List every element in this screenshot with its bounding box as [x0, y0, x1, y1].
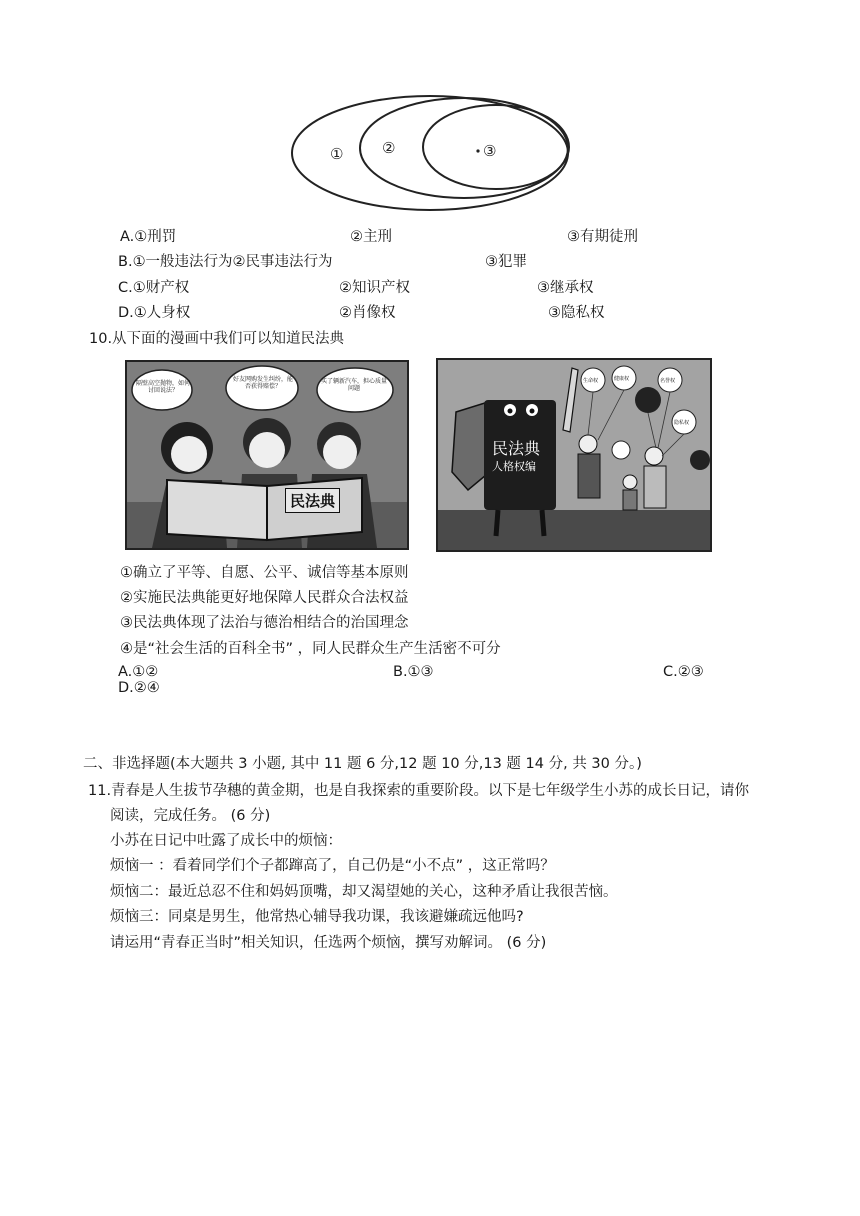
cartoon-left-book-title: 民法典: [285, 488, 340, 513]
q10-statement-3: ③民法典体现了法治与德治相结合的治国理念: [120, 615, 409, 631]
option-item: ①刑罚: [134, 229, 177, 245]
balloon-text: 名誉权: [660, 378, 676, 384]
nested-ellipse-diagram: [290, 95, 580, 223]
balloon-text: 生命权: [583, 378, 599, 384]
q11-stem-line-1: 11.青春是人生拔节孕穗的黄金期，也是自我探索的重要阶段。以下是七年级学生小苏的成长日记，请你: [88, 783, 750, 799]
q10-stem: 10.从下面的漫画中我们可以知道民法典: [89, 331, 345, 347]
diagram-label-1: ①: [330, 145, 344, 163]
option-item: ③有期徒刑: [567, 229, 638, 245]
balloon-text: 健康权: [614, 376, 630, 382]
bubble-text-3: 买了辆新汽车，担心质量问题: [321, 378, 388, 392]
option-item: ①财产权: [132, 280, 190, 296]
q11-task: 请运用“青春正当时”相关知识，任选两个烦恼，撰写劝解词。 (6 分): [110, 935, 547, 951]
q9-option-b: [118, 252, 333, 272]
option-letter: A.: [120, 229, 135, 245]
option-letter: C.: [118, 280, 133, 296]
balloon-text: 隐私权: [674, 420, 690, 426]
option-item: ②肖像权: [339, 305, 396, 321]
diagram-label-3: ③: [483, 142, 497, 160]
option-item: ③继承权: [537, 280, 594, 296]
q11-stem-line-2: 阅读，完成任务。 (6 分): [110, 808, 271, 824]
cartoon-right-book-title: 民法典: [492, 439, 541, 458]
bubble-text-1: 隔壁高空抛物，如何讨回说法？: [135, 380, 190, 394]
q10-option-b: B.①③: [393, 664, 434, 680]
q10-statement-4: ④是“社会生活的百科全书” ，同人民群众生产生活密不可分: [120, 641, 501, 657]
q10-option-d: D.②④: [118, 680, 160, 696]
q9-option-d: [118, 303, 190, 323]
option-item: ②知识产权: [339, 280, 410, 296]
q10-option-a: A.①②: [118, 664, 159, 680]
option-item: ①一般违法行为②民事违法行为: [132, 254, 333, 270]
q9-option-a: [120, 227, 176, 247]
cartoon-left: [125, 360, 409, 550]
option-item: ①人身权: [133, 305, 191, 321]
bubble-text-2: 好友网购发生纠纷，能否获得赔偿？: [232, 376, 293, 390]
q11-worry-2: 烦恼二：最近总忍不住和妈妈顶嘴，却又渴望她的关心，这种矛盾让我很苦恼。: [110, 884, 618, 900]
q10-statement-1: ①确立了平等、自愿、公平、诚信等基本原则: [120, 565, 409, 581]
cartoon-right: [436, 358, 712, 552]
option-item: ③犯罪: [485, 254, 527, 270]
option-item: ②主刑: [350, 229, 392, 245]
cartoon-right-art: [438, 360, 710, 550]
q10-option-c: C.②③: [663, 664, 704, 680]
section-heading: 二、非选择题(本大题共 3 小题, 其中 11 题 6 分,12 题 10 分,13 题 14 分, 共 30 分。): [83, 756, 642, 772]
q11-intro: 小苏在日记中吐露了成长中的烦恼：: [110, 833, 342, 849]
q11-worry-3: 烦恼三：同桌是男生，他常热心辅导我功课，我该避嫌疏远他吗?: [110, 909, 524, 925]
option-letter: D.: [118, 305, 134, 321]
option-letter: B.: [118, 254, 133, 270]
diagram-label-2: ②: [382, 139, 396, 157]
q11-worry-1: 烦恼一 ：看着同学们个子都蹿高了，自己仍是“小不点” ，这正常吗？: [110, 858, 555, 874]
q9-option-c: [118, 278, 189, 298]
option-item: ③隐私权: [548, 305, 605, 321]
q10-statement-2: ②实施民法典能更好地保障人民群众合法权益: [120, 590, 409, 606]
cartoon-right-book-subtitle: 人格权编: [492, 460, 536, 473]
